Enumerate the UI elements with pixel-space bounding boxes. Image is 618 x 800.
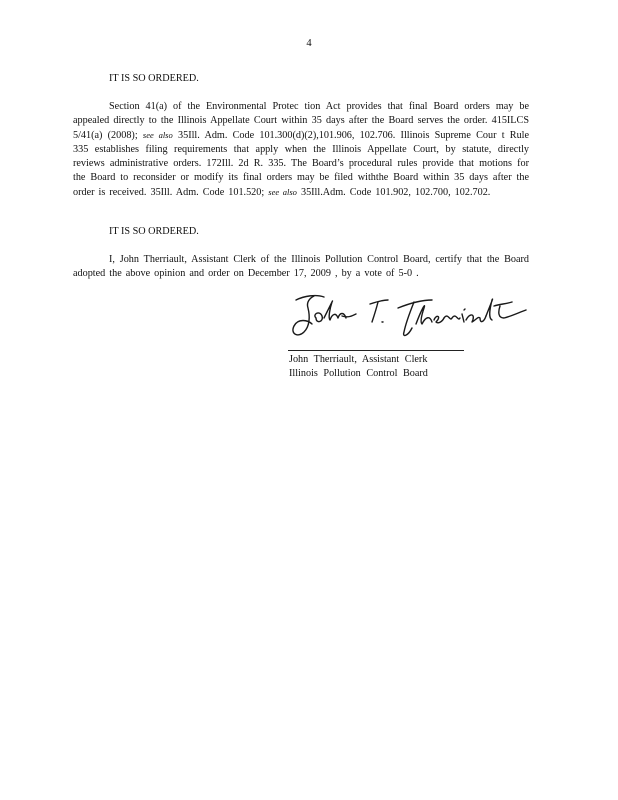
handwritten-signature bbox=[286, 288, 531, 348]
appeal-text-2: 35Ill. Adm. Code 101.300(d)(2),101.906, 102.706. Illinois Supreme Cour t Rule 335 establishes filing requirements that apply when the Illinois Appellate Court, by statute, directly reviews administrative orders. 172Ill. 2d R. 335. The Board’s procedural rules provide that motions for the Board to reconsider or modify its final orders may be filed withthe Board within 35 days after the order is received. 35Ill. Adm. Code 101.520; bbox=[73, 130, 530, 198]
see-also-1: see also bbox=[142, 130, 173, 140]
appeal-text-3: 35Ill.Adm. Code 101.902, 102.700, 102.702. bbox=[300, 187, 491, 198]
signature-line bbox=[288, 350, 464, 351]
appeal-paragraph bbox=[73, 100, 529, 200]
certification-paragraph: I, John Therriault, Assistant Clerk of the Illinois Pollution Control Board, certify that the Board adopted the above opinion and order on December 17, 2009 , by a vote of 5-0 . bbox=[73, 254, 529, 279]
signatory-organization: Illinois Pollution Control Board bbox=[289, 368, 428, 379]
ordered-heading-1: IT IS SO ORDERED. bbox=[109, 73, 199, 84]
ordered-heading-2: IT IS SO ORDERED. bbox=[109, 226, 199, 237]
signatory-name-title: John Therriault, Assistant Clerk bbox=[289, 354, 428, 365]
page-number: 4 bbox=[306, 38, 312, 49]
appeal-text-1: Section 41(a) of the Environmental Protec tion Act provides that final Board orders may be appealed directly to the Illinois Appellate Court within 35 days after the Board serves the order. 415ILCS 5/41(a) (2008); bbox=[73, 101, 529, 141]
see-also-2: see also bbox=[268, 187, 297, 197]
